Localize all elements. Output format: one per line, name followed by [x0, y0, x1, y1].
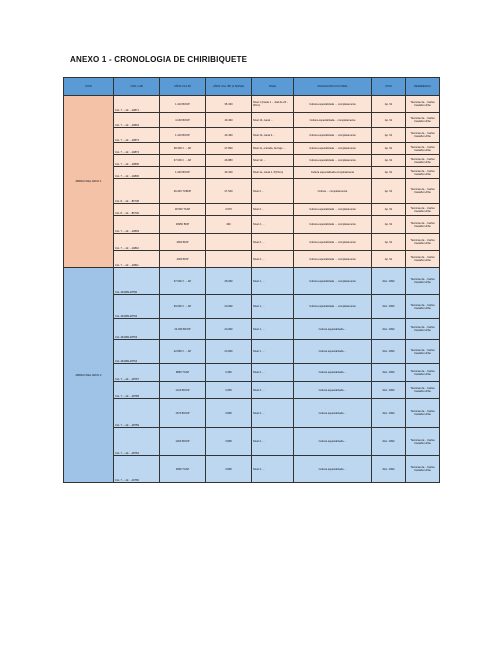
table-row — [64, 234, 440, 251]
cal-cell: 3,890 — [206, 428, 252, 456]
site-cell: Rec. 1990 — [372, 319, 406, 340]
site-cell: Ap. 61 — [372, 251, 406, 268]
level-cell: Nivel 2 ... — [252, 179, 294, 204]
site-cell: Rec. 1990 — [372, 456, 406, 483]
assoc-cell: Cultura especializada … completamente — [294, 204, 372, 216]
cal-cell: 24,990 — [206, 319, 252, 340]
age-cell: 22.860 ± … AP — [160, 340, 206, 364]
age-cell: 39.000 ± … AP — [160, 295, 206, 319]
cal-cell: 40-490 — [206, 113, 252, 128]
code-cell: Col- 7…-12…-19874 — [114, 143, 160, 155]
site-cell: Ap. 61 — [372, 179, 406, 204]
level-cell: Nivel 2, ... — [252, 428, 294, 456]
level-cell: Nivel 2, ... — [252, 251, 294, 268]
header-cell: COD. LAB — [114, 78, 160, 96]
age-cell: 4660 BOP — [160, 234, 206, 251]
age-cell: 18.500 TCAP — [160, 204, 206, 216]
ref-cell: Técnicas de... Carlos Castaño-Uribe — [406, 96, 440, 113]
table-row — [64, 113, 440, 128]
cal-cell: 3,890 — [206, 456, 252, 483]
age-cell: 37.000 ± … AP — [160, 155, 206, 167]
cal-cell: 35-330 — [206, 96, 252, 113]
level-cell: Nivel 2, ... — [252, 382, 294, 399]
code-cell: Col- 7…-12…-19809 — [114, 216, 160, 234]
ref-cell: Técnicas de... Carlos Castaño-Uribe — [406, 399, 440, 428]
cal-cell: 30-330 — [206, 167, 252, 179]
group-label-cell: ABRIGO DEL ARCO 2 — [64, 268, 114, 483]
site-cell: Rec. 1990 — [372, 428, 406, 456]
assoc-cell: Cultura ... completamente — [294, 179, 372, 204]
table-row — [64, 428, 440, 456]
assoc-cell: Cultura especializada … completamente — [294, 143, 372, 155]
ref-cell: Técnicas de... Carlos Castaño-Uribe — [406, 155, 440, 167]
code-cell: Col- 7…-12…-19805 — [114, 155, 160, 167]
site-cell: Ap. 61 — [372, 234, 406, 251]
site-cell: Rec. 1990 — [372, 268, 406, 295]
site-cell: Ap. 61 — [372, 128, 406, 143]
assoc-cell: Cultura especializada ... — [294, 364, 372, 382]
code-cell: Col- 7…-12…-19806 — [114, 167, 160, 179]
cal-cell: 3.970 — [206, 204, 252, 216]
cal-cell: 27-890 — [206, 143, 252, 155]
cal-cell: 29-880 — [206, 155, 252, 167]
assoc-cell: Cultura especializada … completamente — [294, 251, 372, 268]
code-cell: Col- 7…-12…-19804 — [114, 113, 160, 128]
ref-cell: Técnicas de... Carlos Castaño-Uribe — [406, 216, 440, 234]
level-cell: Nivel 1e, canal 1, 5(70cm) — [252, 167, 294, 179]
header-cell: SITIO — [64, 78, 114, 96]
level-cell: Nivel 2, ... — [252, 456, 294, 483]
assoc-cell: Cultura especializada… completamente — [294, 113, 372, 128]
age-cell: 4060 BOP — [160, 251, 206, 268]
assoc-cell: Cultura especializada … completamente — [294, 155, 372, 167]
cal-cell: 3,350 — [206, 382, 252, 399]
cal-cell: 27-540 — [206, 179, 252, 204]
ref-cell: Técnicas de... Carlos Castaño-Uribe — [406, 319, 440, 340]
code-cell: Col- 7…-12…-18757 — [114, 364, 160, 382]
ref-cell: Técnicas de... Carlos Castaño-Uribe — [406, 428, 440, 456]
site-cell: Ap. 61 — [372, 204, 406, 216]
code-cell: Col- 7…-12…-19811 — [114, 251, 160, 268]
header-cell: AÑOS C14 AP — [160, 78, 206, 96]
ref-cell: Técnicas de... Carlos Castaño-Uribe — [406, 340, 440, 364]
cal-cell: 24,990 — [206, 295, 252, 319]
chronology-table-wrapper — [63, 77, 439, 483]
ref-cell: Técnicas de... Carlos Castaño-Uribe — [406, 456, 440, 483]
level-cell: Nivel 1c, entrada, de bajo ... — [252, 143, 294, 155]
code-cell: Col- 491189-18752 — [114, 295, 160, 319]
ref-cell: Técnicas de... Carlos Castaño-Uribe — [406, 167, 440, 179]
assoc-cell: Cultura especializada ... — [294, 382, 372, 399]
level-cell: Nivel 2, ... — [252, 234, 294, 251]
assoc-cell: Cultura especializada ... — [294, 456, 372, 483]
assoc-cell: Cultura especializada ... — [294, 340, 372, 364]
age-cell: 1.340 BOOP — [160, 167, 206, 179]
ref-cell: Técnicas de... Carlos Castaño-Uribe — [406, 113, 440, 128]
age-cell: 1403 BOOP — [160, 428, 206, 456]
code-cell: Col- 7…-12…-19871 — [114, 96, 160, 113]
age-cell: 29.200 TCBOP — [160, 179, 206, 204]
assoc-cell: Cultura especializada … completamente — [294, 295, 372, 319]
age-cell: 9860 TCAP — [160, 364, 206, 382]
code-cell: Col- 7…-12…-18758 — [114, 382, 160, 399]
assoc-cell: Cultura especializada … completamente — [294, 234, 372, 251]
age-cell: 4.160 BOOP — [160, 113, 206, 128]
table-row — [64, 382, 440, 399]
cal-cell: 3,450 — [206, 364, 252, 382]
age-cell: 37.000 ± … AP — [160, 268, 206, 295]
assoc-cell: Cultura especializada … completamente — [294, 268, 372, 295]
table-row — [64, 155, 440, 167]
ref-cell: Técnicas de... Carlos Castaño-Uribe — [406, 268, 440, 295]
code-cell: Col- 491189-18753 — [114, 319, 160, 340]
level-cell: Nivel 1, ... — [252, 268, 294, 295]
table-row — [64, 268, 440, 295]
table-row — [64, 295, 440, 319]
assoc-cell: Cultura especializada ... — [294, 428, 372, 456]
table-row — [64, 456, 440, 483]
level-cell: Nivel 2, ... — [252, 364, 294, 382]
level-cell: Nivel 1 (hasta 1 ... dad de 20 - 30cm) — [252, 96, 294, 113]
level-cell: Nivel 1, ... — [252, 340, 294, 364]
page-title: ANEXO 1 - CRONOLOGIA DE CHIRIBIQUETE — [70, 55, 248, 64]
table-row — [64, 251, 440, 268]
code-cell: Col- 491189-18754 — [114, 340, 160, 364]
table-row — [64, 399, 440, 428]
code-cell: Col- 8…-12…-86736 — [114, 204, 160, 216]
age-cell: 1.410 BOOP — [160, 96, 206, 113]
level-cell: Nivel 1, ... — [252, 295, 294, 319]
header-cell: NIVEL — [252, 78, 294, 96]
level-cell: Nivel 1b, canal 2... — [252, 128, 294, 143]
code-cell: Col- 491189-18750 — [114, 268, 160, 295]
site-cell: Rec. 1990 — [372, 340, 406, 364]
group-label-cell: ABRIGO DEL ARCO 1 — [64, 96, 114, 268]
site-cell: Ap. 61 — [372, 113, 406, 128]
assoc-cell: Cultura especializada … completamente — [294, 128, 372, 143]
level-cell: Nivel 2, ... — [252, 399, 294, 428]
table-row — [64, 319, 440, 340]
table-row — [64, 204, 440, 216]
table-row — [64, 216, 440, 234]
cal-cell: 3,890 — [206, 399, 252, 428]
site-cell: Rec. 1990 — [372, 382, 406, 399]
table-row — [64, 128, 440, 143]
level-cell: Nivel 2 ... — [252, 204, 294, 216]
level-cell: Nivel 2, ... — [252, 216, 294, 234]
code-cell: Col- 7…-12…-18752 — [114, 428, 160, 456]
table-row — [64, 167, 440, 179]
table-row — [64, 340, 440, 364]
table-row — [64, 179, 440, 204]
assoc-cell: Cultura especializada … completamente — [294, 216, 372, 234]
ref-cell: Técnicas de... Carlos Castaño-Uribe — [406, 204, 440, 216]
age-cell: 3930 TCAP — [160, 456, 206, 483]
level-cell: Nivel 1d, ... — [252, 155, 294, 167]
assoc-cell: Cultura especializada … completamente — [294, 96, 372, 113]
cal-cell — [206, 234, 252, 251]
level-cell: Nivel 1b, canal ... — [252, 113, 294, 128]
ref-cell: Técnicas de... Carlos Castaño-Uribe — [406, 179, 440, 204]
assoc-cell: Cultura especializada completamente — [294, 167, 372, 179]
site-cell: Rec. 1990 — [372, 364, 406, 382]
cal-cell: 490 — [206, 216, 252, 234]
site-cell: Ap. 61 — [372, 155, 406, 167]
ref-cell: Técnicas de... Carlos Castaño-Uribe — [406, 251, 440, 268]
site-cell: Ap. 61 — [372, 143, 406, 155]
table-header — [64, 78, 440, 96]
age-cell: 1670 BOOP — [160, 399, 206, 428]
header-cell: REFERENCIA — [406, 78, 440, 96]
ref-cell: Técnicas de... Carlos Castaño-Uribe — [406, 234, 440, 251]
site-cell: Ap. 61 — [372, 96, 406, 113]
age-cell: 24.360 BOOP — [160, 319, 206, 340]
age-cell: 1.410 BOOP — [160, 128, 206, 143]
cal-cell: 24,990 — [206, 340, 252, 364]
site-cell: Ap. 61 — [372, 216, 406, 234]
ref-cell: Técnicas de... Carlos Castaño-Uribe — [406, 295, 440, 319]
header-cell: SITIO — [372, 78, 406, 96]
table-body — [64, 96, 440, 483]
age-cell: 29950 BOP — [160, 216, 206, 234]
ref-cell: Técnicas de... Carlos Castaño-Uribe — [406, 128, 440, 143]
table-row — [64, 364, 440, 382]
site-cell: Ap. 61 — [372, 167, 406, 179]
header-cell: AÑOS CAL. BP (2 SIGMA) — [206, 78, 252, 96]
age-cell: 38.300 ± … AP — [160, 143, 206, 155]
code-cell: Col- 7…-12…-19810 — [114, 234, 160, 251]
ref-cell: Técnicas de... Carlos Castaño-Uribe — [406, 382, 440, 399]
assoc-cell: Cultura especializada ... — [294, 319, 372, 340]
code-cell: Col- 8…-12…-86738 — [114, 179, 160, 204]
table-row — [64, 96, 440, 113]
site-cell: Rec. 1990 — [372, 399, 406, 428]
cal-cell: 43-490 — [206, 128, 252, 143]
chronology-table — [63, 77, 440, 483]
ref-cell: Técnicas de... Carlos Castaño-Uribe — [406, 364, 440, 382]
assoc-cell: Cultura especializada ... — [294, 399, 372, 428]
table-row — [64, 143, 440, 155]
code-cell: Col- 7…-12…-19873 — [114, 128, 160, 143]
cal-cell: 25,390 — [206, 268, 252, 295]
cal-cell — [206, 251, 252, 268]
age-cell: 1410 BOOP — [160, 382, 206, 399]
header-row — [64, 78, 440, 96]
level-cell: Nivel 1, ... — [252, 319, 294, 340]
code-cell: Col- 7…-12…-19760 — [114, 456, 160, 483]
code-cell: Col- 7…-12…-18759 — [114, 399, 160, 428]
site-cell: Rec. 1990 — [372, 295, 406, 319]
header-cell: ASOCIACION CULTURAL — [294, 78, 372, 96]
ref-cell: Técnicas de... Carlos Castaño-Uribe — [406, 143, 440, 155]
